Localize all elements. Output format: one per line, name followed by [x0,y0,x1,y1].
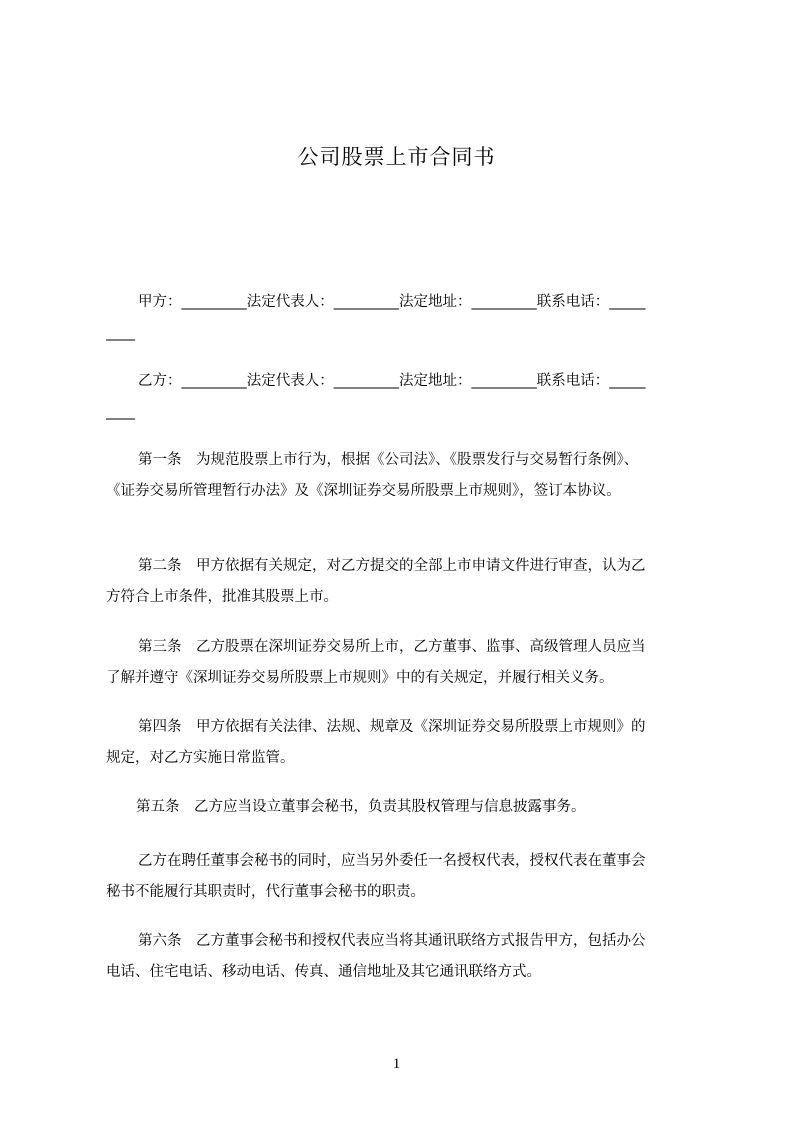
article-6-line-1: 第六条 乙方董事会秘书和授权代表应当将其通讯联络方式报告甲方，包括办公 [138,933,646,949]
article-2 [106,551,702,613]
article-1-line-2: 《证券交易所管理暂行办法》及《深圳证券交易所股票上市规则》，签订本协议。 [106,483,621,499]
article-5-line-1: 第五条 乙方应当设立董事会秘书，负责其股权管理与信息披露事务。 [136,799,586,815]
article-1-line-1: 第一条 为规范股票上市行为，根据《公司法》、《股票发行与交易暂行条例》、 [138,452,639,468]
article-4-line-2: 规定，对乙方实施日常监管。 [106,750,295,766]
party-b-line-2: ____ [106,404,135,420]
article-3 [106,632,702,694]
article-2-line-1: 第二条 甲方依据有关规定，对乙方提交的全部上市申请文件进行审查，认为乙 [138,558,646,574]
party-a-info [106,287,702,349]
article-6 [106,926,702,988]
party-b-line-1: 乙方：_________法定代表人：_________法定地址：_________联系电话：_____ [138,373,646,389]
article-1 [106,445,702,507]
page-number: 1 [392,1056,401,1072]
article-2-line-2: 方符合上市条件，批准其股票上市。 [106,589,338,605]
article-4 [106,712,702,774]
party-a-line-2: ____ [106,325,135,341]
article-5-p2-line-1: 乙方在聘任董事会秘书的同时，应当另外委任一名授权代表，授权代表在董事会 [138,853,646,869]
document-title: 公司股票上市合同书 [297,145,496,169]
article-5 [106,792,702,823]
party-a-line-1: 甲方：_________法定代表人：_________法定地址：_________联系电话：_____ [138,294,646,310]
article-5-p2-line-2: 秘书不能履行其职责时，代行董事会秘书的职责。 [106,884,425,900]
party-b-info [106,366,702,428]
article-5-paragraph-2 [106,846,702,908]
article-3-line-1: 第三条 乙方股票在深圳证券交易所上市，乙方董事、监事、高级管理人员应当 [138,639,646,655]
article-6-line-2: 电话、住宅电话、移动电话、传真、通信地址及其它通讯联络方式。 [106,964,541,980]
article-3-line-2: 了解并遵守《深圳证券交易所股票上市规则》中的有关规定，并履行相关义务。 [106,670,614,686]
article-4-line-1: 第四条 甲方依据有关法律、法规、规章及《深圳证券交易所股票上市规则》的 [138,719,646,735]
